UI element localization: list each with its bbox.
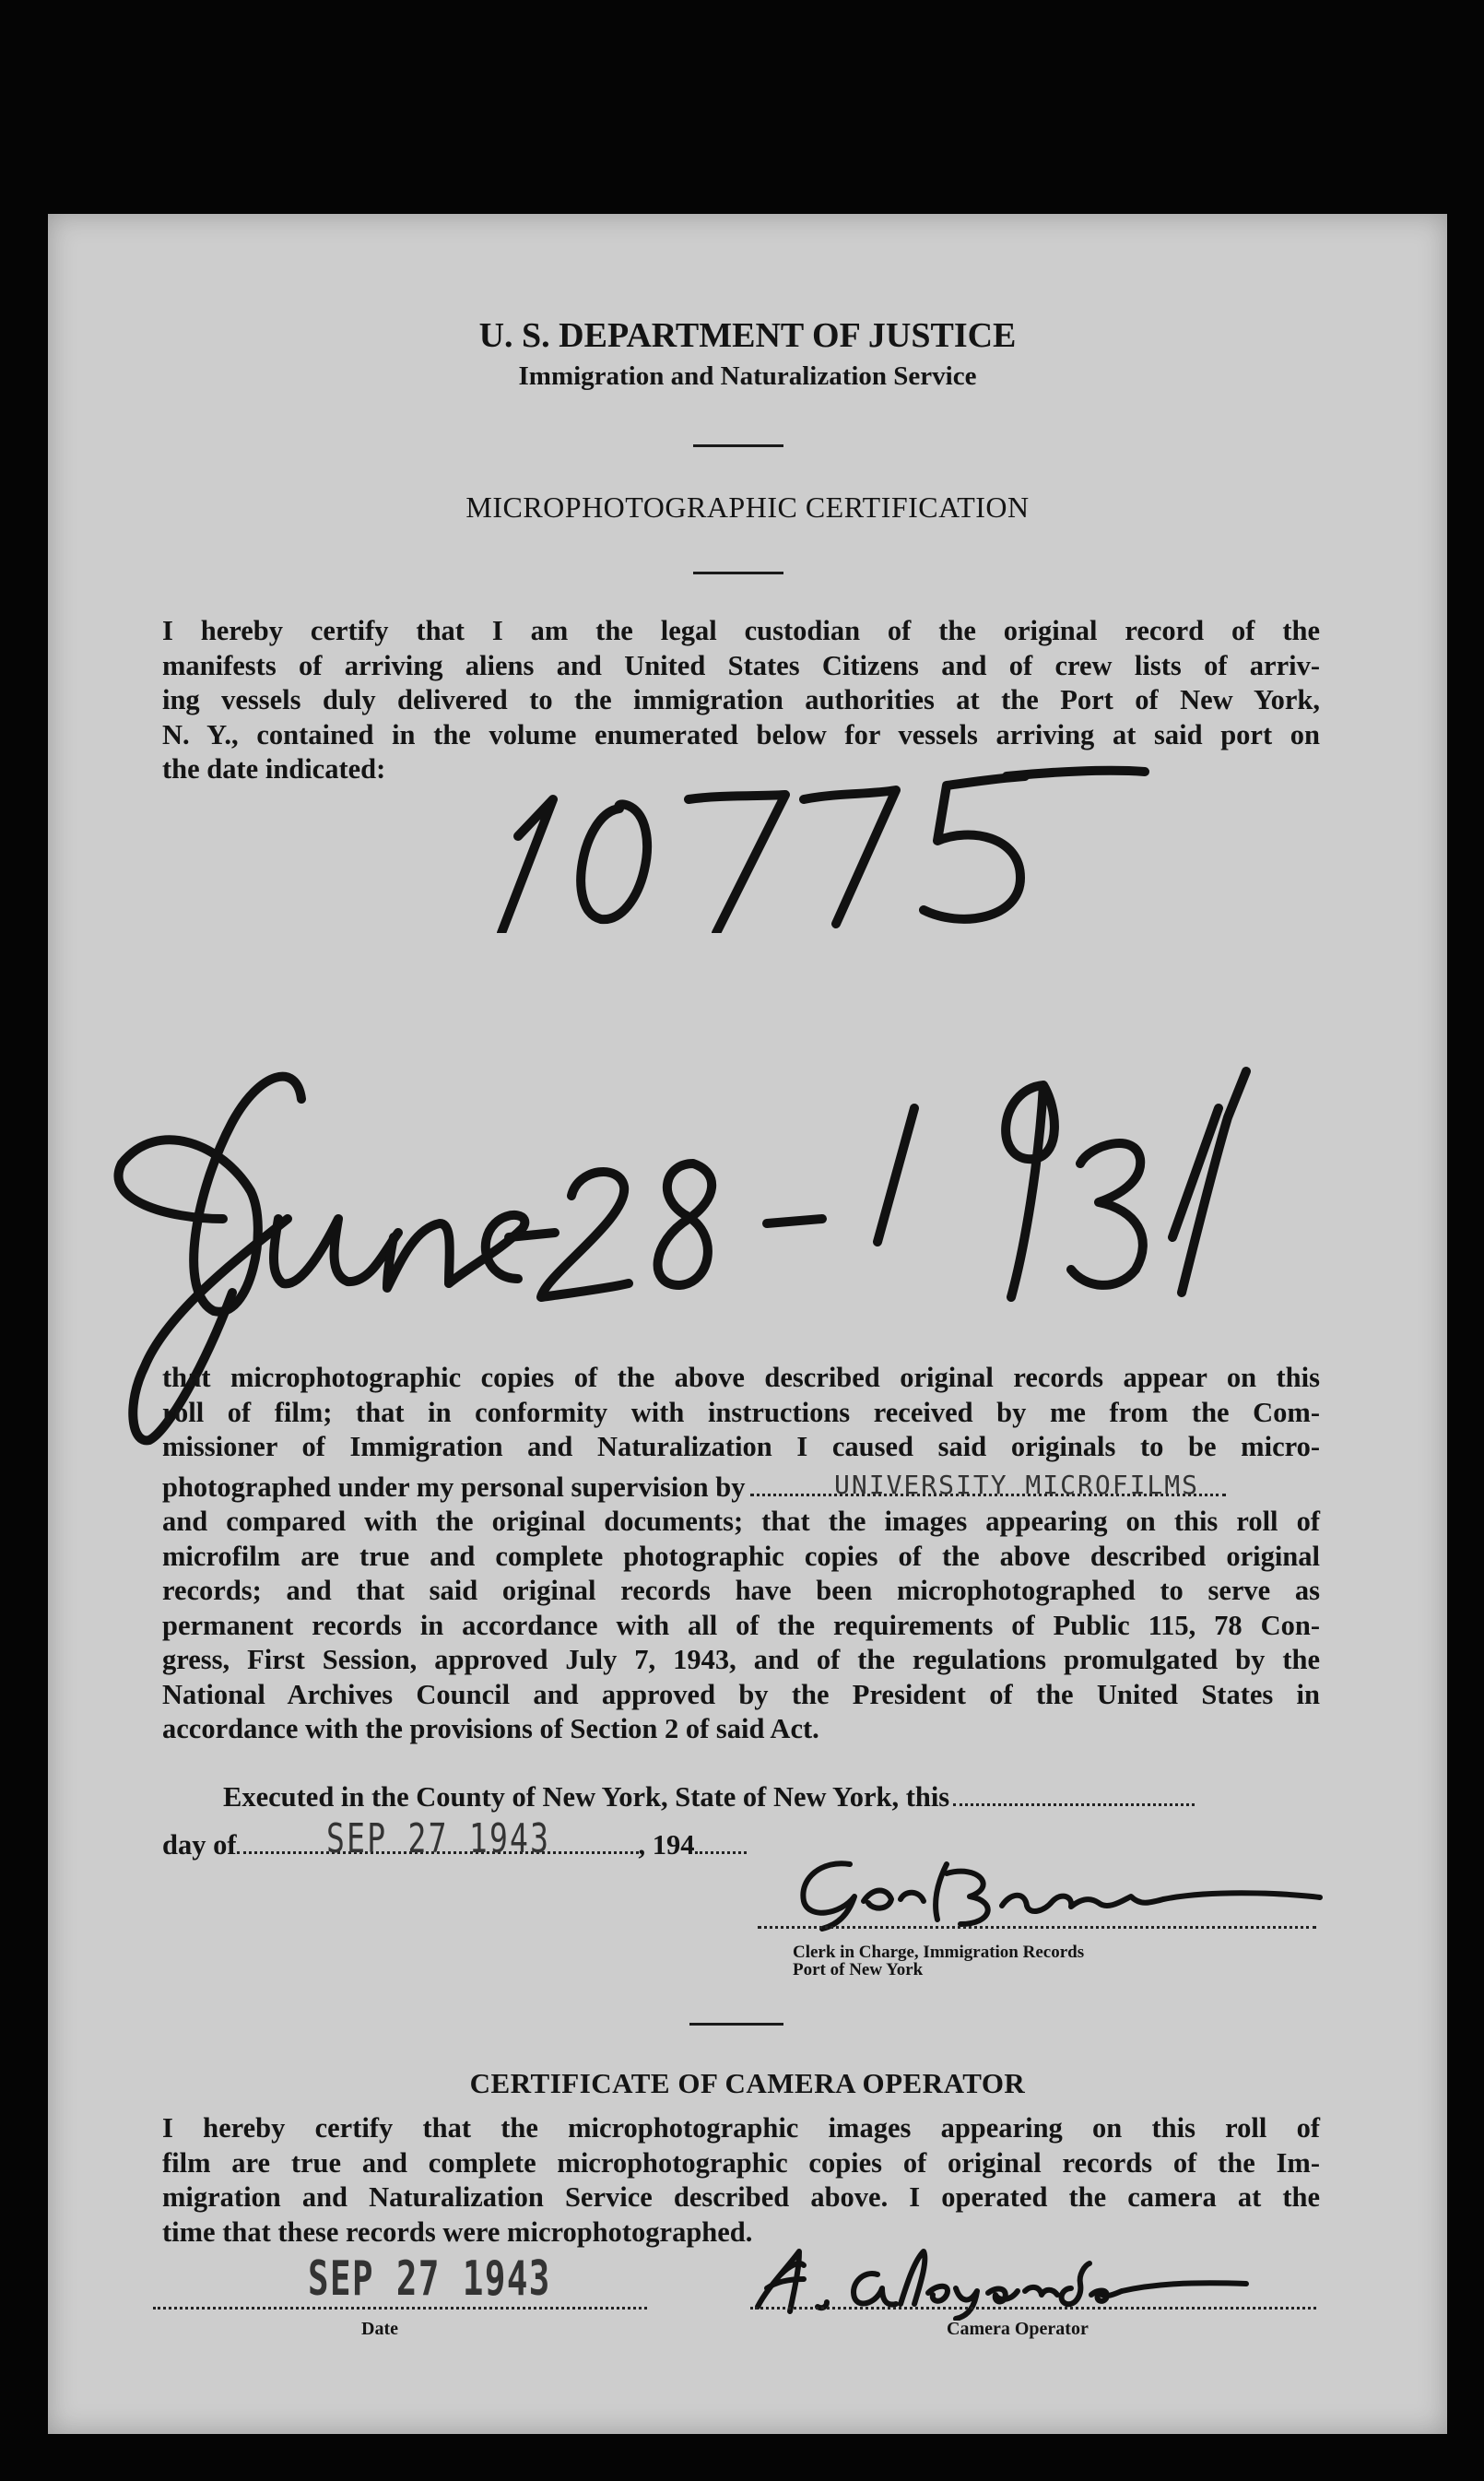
operator-paragraph <box>162 2111 1320 2250</box>
paragraph-line: the date indicated: <box>162 753 386 785</box>
paragraph-line: gress, First Session, approved July 7, 1943, and of the regulations promulgated by the <box>162 1644 1320 1675</box>
paragraph-line: I hereby certify that I am the legal custodian of the original record of the <box>162 615 1320 646</box>
paragraph-line: and compared with the original documents; that the images appearing on this roll of <box>162 1506 1320 1537</box>
paragraph-line: permanent records in accordance with all of the requirements of Public 115, 78 Con- <box>162 1609 1320 1641</box>
camera-operator-label: Camera Operator <box>947 2319 1089 2339</box>
paragraph-line: accordance with the provisions of Section 2 of said Act. <box>162 1713 819 1744</box>
clerk-port: Port of New York <box>793 1960 924 1979</box>
paragraph-line: ing vessels duly delivered to the immigration authorities at the Port of New York, <box>162 684 1320 715</box>
paragraph-line: records; and that said original records have been microphotographed to serve as <box>162 1575 1320 1606</box>
certification-title: MICROPHOTOGRAPHIC CERTIFICATION <box>465 490 1030 524</box>
clerk-title-block <box>793 1943 1084 1979</box>
paragraph-line: film are true and complete microphotographic copies of original records of the Im- <box>162 2146 1320 2179</box>
operator-certificate-title: CERTIFICATE OF CAMERA OPERATOR <box>469 2067 1026 2099</box>
service-subheading: Immigration and Naturalization Service <box>518 361 977 391</box>
date-label: Date <box>361 2319 398 2339</box>
certification-paragraph <box>162 1361 1320 1747</box>
divider <box>693 572 783 574</box>
handwritten-volume-number <box>481 749 1163 933</box>
paragraph-line: roll of film; that in conformity with instructions received by me from the Com- <box>162 1396 1320 1428</box>
supervision-label: photographed under my personal supervision by <box>162 1471 746 1503</box>
execution-text: Executed in the County of New York, State of New York, this <box>223 1781 950 1813</box>
paragraph-line: I hereby certify that the microphotographic images appearing on this roll of <box>162 2112 1320 2144</box>
paragraph-line: N. Y., contained in the volume enumerated below for vessels arriving at said port on <box>162 718 1320 750</box>
day-dotted-line <box>953 1803 1195 1806</box>
divider <box>693 444 783 447</box>
supervisor-stamp: UNIVERSITY MICROFILMS <box>834 1470 1200 1500</box>
divider <box>689 2023 783 2026</box>
clerk-signature <box>785 1846 1338 1938</box>
execution-line <box>223 1781 1195 1813</box>
year-dotted-line <box>695 1851 747 1854</box>
paragraph-line: missioner of Immigration and Naturalization I caused said originals to be micro- <box>162 1431 1320 1462</box>
paragraph-line: time that these records were microphotographed. <box>162 2215 753 2248</box>
execution-date-stamp: SEP 27 1943 <box>326 1815 551 1862</box>
date-signature-line <box>153 2307 647 2310</box>
certificate-page <box>48 214 1447 2434</box>
paragraph-line: National Archives Council and approved by the President of the United States in <box>162 1678 1320 1710</box>
department-heading: U. S. DEPARTMENT OF JUSTICE <box>478 316 1017 355</box>
paragraph-line: manifests of arriving aliens and United States Citizens and of crew lists of arriv- <box>162 649 1320 681</box>
paragraph-line: microfilm are true and complete photographic copies of the above described original <box>162 1540 1320 1572</box>
paragraph-line: that microphotographic copies of the above described original records appear on this <box>162 1362 1320 1393</box>
clerk-title: Clerk in Charge, Immigration Records <box>793 1943 1085 1962</box>
operator-signature-line <box>750 2307 1316 2310</box>
day-of-label: day of <box>162 1829 237 1861</box>
year-label: , 194 <box>638 1829 695 1861</box>
operator-date-stamp: SEP 27 1943 <box>308 2251 551 2307</box>
clerk-signature-line <box>758 1926 1316 1929</box>
paragraph-line: migration and Naturalization Service described above. I operated the camera at the <box>162 2181 1320 2213</box>
